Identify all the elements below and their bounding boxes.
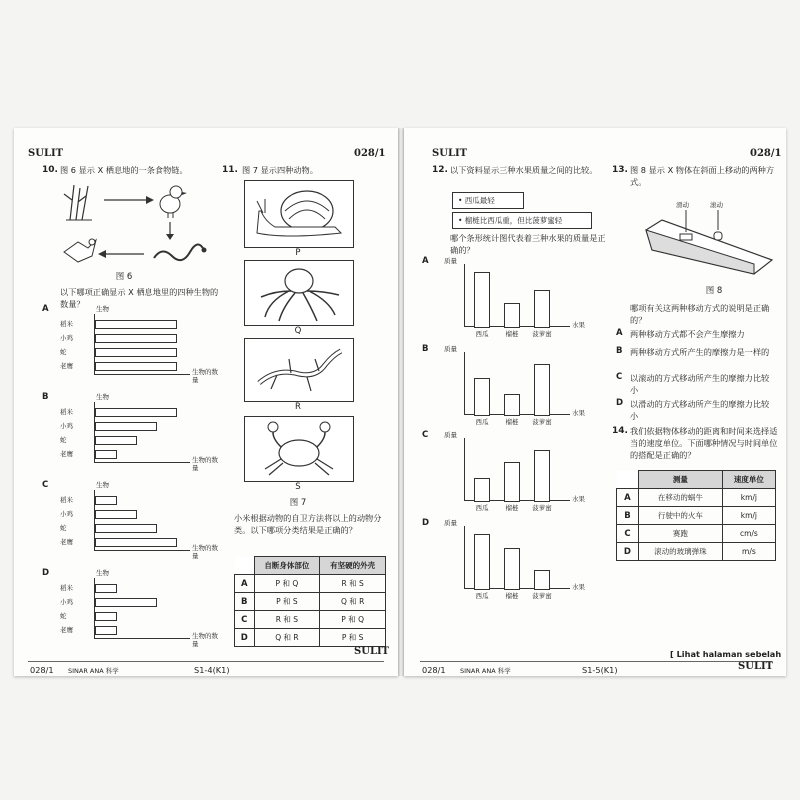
q10-category-label: 老鹰 [60,450,73,458]
q12-y-axis-label: 质量 [444,257,457,265]
q11-row-d: D Q 和 R P 和 S [235,629,386,647]
q12-category-label: 菠萝蜜 [532,592,552,600]
octopus-icon [245,261,353,325]
q12-bar [474,272,490,328]
footer-rule-right [420,661,772,662]
crab-icon [245,417,353,481]
q10-y-axis-label: 生物 [96,305,109,313]
q10-bar [95,524,157,533]
animal-label-r: R [295,402,301,412]
eagle-icon [64,239,96,262]
q12-y-axis [464,264,465,326]
q13-option-text: 以滑动的方式移动所产生的摩擦力比较小 [630,399,770,421]
fig8-caption: 图 8 [705,286,723,296]
q10-x-axis-label: 生物的数量 [192,544,218,560]
q12-x-axis-label: 水果 [572,321,585,329]
q12-category-label: 菠萝蜜 [532,504,552,512]
q12-y-axis [464,438,465,500]
q12-option-b[interactable]: B [422,344,429,354]
q10-category-label: 稻米 [60,584,73,592]
q10-bar [95,436,137,445]
q10-option-a[interactable]: A [42,304,49,314]
q12-bar [504,394,520,416]
snail-icon [245,181,353,247]
header-code: 028/1 [354,148,386,159]
q10-category-label: 蛇 [60,348,67,356]
label-roll: 滚动 [710,201,723,209]
q10-x-axis-label: 生物的数量 [192,368,218,384]
q12-y-axis-label: 质量 [444,519,457,527]
q12-category-label: 菠萝蜜 [532,418,552,426]
q12-y-axis [464,352,465,414]
rolling-object-icon [714,232,722,240]
q12-y-axis-label: 质量 [444,431,457,439]
q10-bar [95,626,117,635]
incline-figure [644,190,774,278]
q12-bar [534,364,550,416]
animal-box-q [244,260,354,326]
q10-bar [95,422,157,431]
q13-option-b[interactable]: B [616,346,623,356]
q12-option-c[interactable]: C [422,430,429,440]
q12-y-axis-label: 质量 [444,345,457,353]
q12-bar [504,303,520,328]
q10-x-axis [94,638,190,639]
q12-bar [504,462,520,502]
footer-sulit-left: SULIT [354,646,390,657]
q10-y-axis-label: 生物 [96,569,109,577]
sliding-object-icon [680,234,692,240]
fig6-caption: 图 6 [115,272,133,282]
q11-question: 小米根据动物的自卫方法将以上的动物分类。以下哪项分类结果是正确的？ [234,513,382,535]
q10-text: 图 6 显示 X 栖息地的一条食物链。 [60,165,188,175]
q10-bar [95,612,117,621]
q11-col1: 自断身体部位 [254,557,320,575]
header-sulit-right: SULIT [432,148,468,159]
label-slide: 滑动 [676,201,689,209]
q10-category-label: 蛇 [60,436,67,444]
q13-number: 13. [612,165,628,175]
q10-bar [95,510,137,519]
q10-category-label: 小鸡 [60,422,73,430]
q11-col2: 有坚硬的外壳 [320,557,386,575]
q12-statements [452,192,602,232]
q14-row-c: C 赛跑 cm/s [617,525,776,543]
q11-row-b: B P 和 S Q 和 R [235,593,386,611]
q12-bar [534,450,550,502]
footer-code-right: 028/1 [422,665,446,675]
q14-col2: 速度单位 [722,471,775,489]
q13-option-text: 以滚动的方式移动所产生的摩擦力比较小 [630,373,770,395]
q10-category-label: 稻米 [60,408,73,416]
left-page [14,128,398,676]
animal-box-s [244,416,354,482]
q13-option-text: 两种移动方式都不会产生摩擦力 [630,329,745,339]
q12-x-axis-label: 水果 [572,495,585,503]
q10-category-label: 蛇 [60,612,67,620]
q10-category-label: 老鹰 [60,626,73,634]
q12-option-a[interactable]: A [422,256,429,266]
q12-question: 哪个条形统计图代表着三种水果的质量是正确的？ [450,233,606,255]
q12-bar [534,570,550,590]
footer-rule [28,661,384,662]
footer-page-left: S1-4(K1) [194,665,230,675]
footer-page-right: S1-5(K1) [582,665,618,675]
q12-bar [474,478,490,502]
q11-table [234,556,386,647]
q10-bar [95,348,177,357]
q10-question: 以下哪项正确显示 X 栖息地里的四种生物的数量？ [60,287,219,309]
q10-bar [95,496,117,505]
footer-brand-right: SINAR ANA 科学 [460,667,511,675]
q10-bar [95,408,177,417]
q12-number: 12. [432,165,448,175]
q12-category-label: 西瓜 [475,330,489,338]
q10-category-label: 稻米 [60,496,73,504]
q14-row-d: D 滚动的玻璃弹珠 m/s [617,543,776,561]
q12-statement-1: • 西瓜最轻 [452,192,524,209]
q12-category-label: 西瓜 [475,592,489,600]
animal-label-p: P [295,248,301,258]
snake-icon [154,244,207,260]
q13-option-a[interactable]: A [616,328,623,338]
q12-category-label: 菠萝蜜 [532,330,552,338]
q10-y-axis-label: 生物 [96,481,109,489]
chick-icon [160,186,187,218]
q10-category-label: 老鹰 [60,538,73,546]
q14-row-a: A 在移动的蜗牛 km/j [617,489,776,507]
q10-bar [95,584,117,593]
q10-x-axis-label: 生物的数量 [192,456,218,472]
animal-box-r [244,338,354,402]
q10-bar [95,450,117,459]
q10-x-axis [94,374,190,375]
q12-statement-2: • 榴梿比西瓜重，但比菠萝蜜轻 [452,212,592,229]
q11-text: 图 7 显示四种动物。 [242,165,318,175]
q10-option-d[interactable]: D [42,568,50,578]
q10-bar [95,538,177,547]
header-sulit: SULIT [28,148,64,159]
animal-label-s: S [295,482,301,492]
footer-brand-left: SINAR ANA 科学 [68,667,119,675]
q10-category-label: 小鸡 [60,334,73,342]
rice-plant-icon [64,185,92,220]
next-page-note: [ Lihat halaman sebelah [670,649,782,659]
q13-question: 哪项有关这两种移动方式的说明是正确的？ [630,303,770,325]
q10-category-label: 小鸡 [60,598,73,606]
q10-category-label: 老鹰 [60,362,73,370]
q10-option-b[interactable]: B [42,392,49,402]
q12-bar [474,534,490,590]
q11-row-c: C R 和 S P 和 Q [235,611,386,629]
q10-category-label: 稻米 [60,320,73,328]
right-page [404,128,786,676]
footer-code-left: 028/1 [30,665,54,675]
gecko-icon [245,339,353,401]
q12-bar [474,378,490,416]
header-code-right: 028/1 [750,148,782,159]
q10-bar [95,334,177,343]
q10-x-axis [94,462,190,463]
q10-x-axis-label: 生物的数量 [192,632,218,648]
fig7-caption: 图 7 [289,498,307,508]
q11-number: 11. [222,165,238,175]
q13-option-d[interactable]: D [616,398,624,408]
q14-row-b: B 行驶中的火车 km/j [617,507,776,525]
q12-y-axis [464,526,465,588]
q10-option-c[interactable]: C [42,480,49,490]
q10-category-label: 蛇 [60,524,67,532]
q10-number: 10. [42,165,58,175]
q10-bar [95,362,177,371]
q14-table [616,470,776,561]
q10-x-axis [94,550,190,551]
q12-category-label: 西瓜 [475,504,489,512]
q12-category-label: 榴梿 [505,418,519,426]
q13-text: 图 8 显示 X 物体在斜面上移动的两种方式。 [630,165,775,187]
q13-option-c[interactable]: C [616,372,623,382]
q10-bar [95,598,157,607]
q12-x-axis-label: 水果 [572,409,585,417]
q10-y-axis-label: 生物 [96,393,109,401]
q12-bar [504,548,520,590]
q11-row-a: A P 和 Q R 和 S [235,575,386,593]
q14-number: 14. [612,426,628,436]
animal-box-p [244,180,354,248]
q12-category-label: 榴梿 [505,592,519,600]
q12-text: 以下资料显示三种水果质量之间的比较。 [450,165,598,175]
q13-option-text: 两种移动方式所产生的摩擦力是一样的 [630,347,770,357]
footer-sulit-right: SULIT [738,661,774,672]
q14-col1: 测量 [638,471,722,489]
q12-option-d[interactable]: D [422,518,430,528]
food-chain-figure [58,180,208,270]
q14-text: 我们依据物体移动的距离和时间来选择适当的速度单位。下面哪种情况与时间单位的搭配是正确的？ [630,426,778,460]
q10-bar [95,320,177,329]
q12-x-axis-label: 水果 [572,583,585,591]
q12-category-label: 西瓜 [475,418,489,426]
q10-category-label: 小鸡 [60,510,73,518]
q12-bar [534,290,550,328]
animal-label-q: Q [294,326,302,336]
q12-category-label: 榴梿 [505,504,519,512]
q12-category-label: 榴梿 [505,330,519,338]
